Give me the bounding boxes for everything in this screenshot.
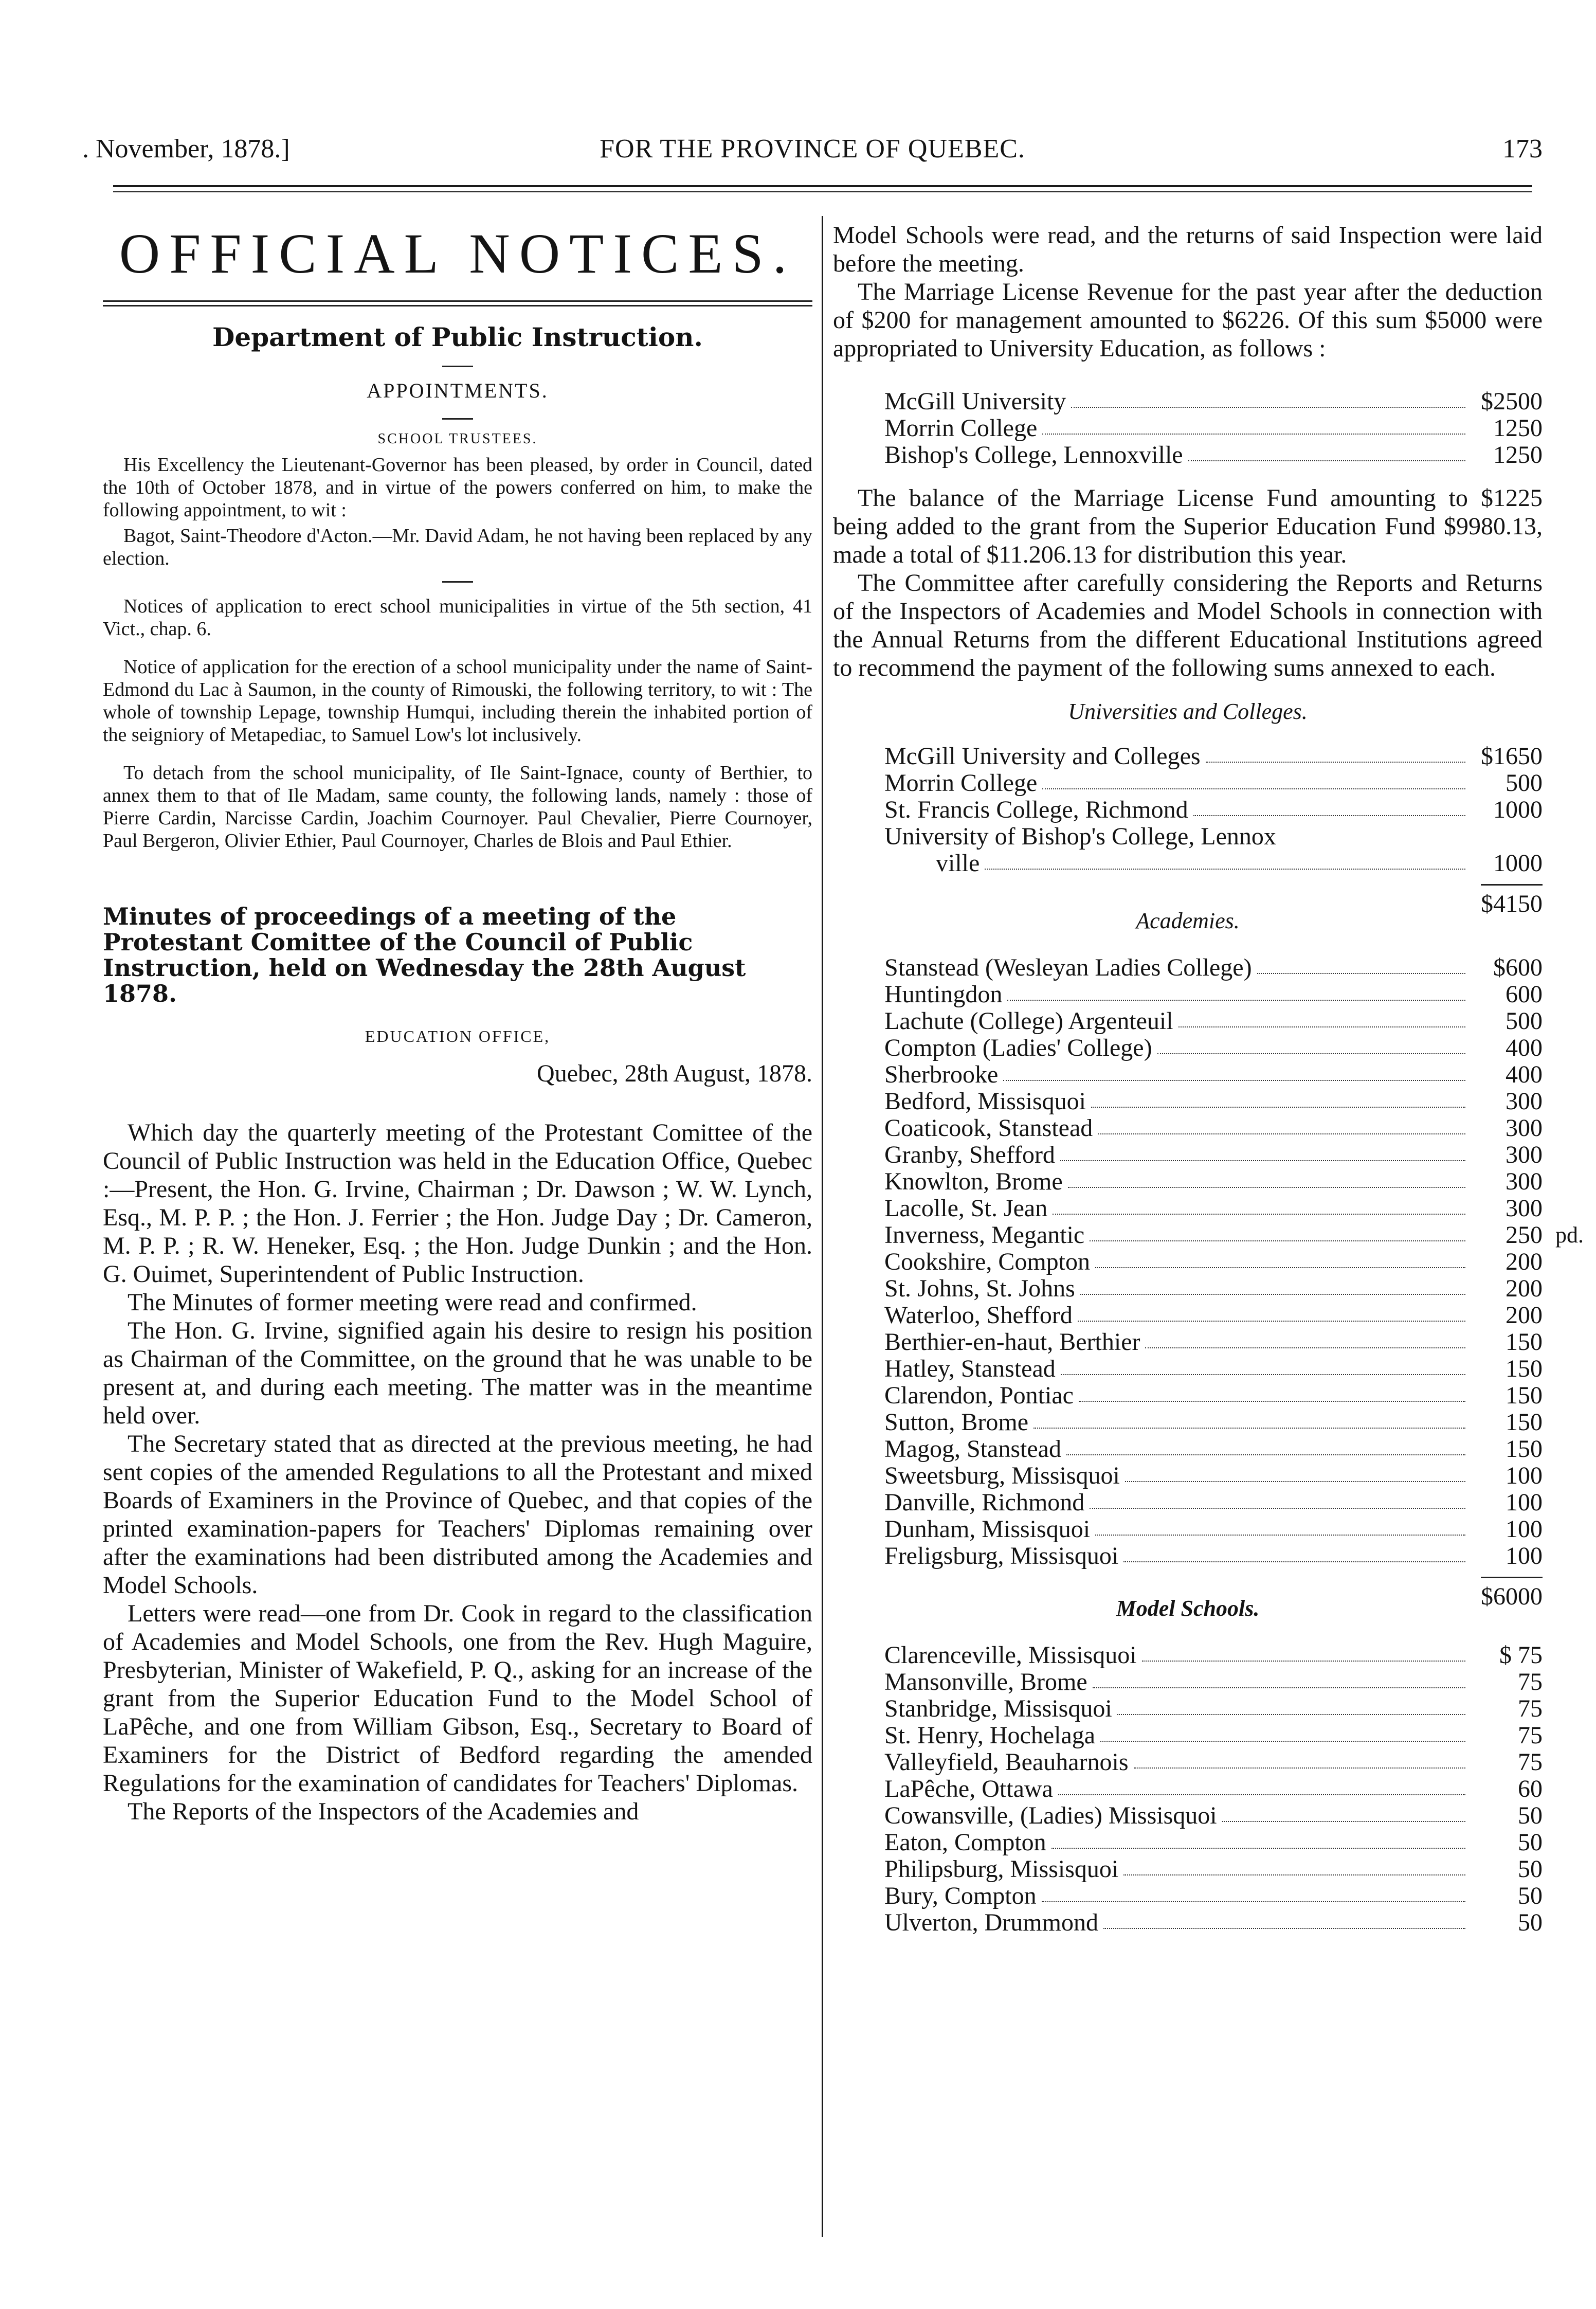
minutes-heading: Minutes of proceedings of a meeting of the Protestant Comittee of the Council of Public Instruction, held on Wednesday the 28th August 1878. (103, 903, 746, 1007)
left-column (103, 216, 812, 1826)
list-item: McGill University and Colleges $1650 (884, 743, 1543, 770)
education-office: EDUCATION OFFICE, (365, 1027, 551, 1045)
universities-heading: Universities and Colleges. (1068, 699, 1308, 724)
list-item: Morrin College 500 (884, 769, 1543, 797)
list-item: St. Johns, St. Johns 200 (884, 1275, 1543, 1302)
list-item: Valleyfield, Beauharnois 75 (884, 1748, 1543, 1776)
list-item: Eaton, Compton 50 (884, 1829, 1543, 1856)
department-heading: Department of Public Instruction. (212, 322, 703, 352)
minutes-paragraph: The Marriage License Revenue for the past year after the deduction of $200 for management amounted to $6226. Of this sum $5000 were appropriated to University Education, as follows : (833, 278, 1543, 362)
dept-dash (442, 366, 473, 367)
list-item: Coaticook, Stanstead 300 (884, 1114, 1543, 1142)
list-item: ville 1000 (936, 850, 1543, 877)
list-item: Dunham, Missisquoi 100 (884, 1516, 1543, 1543)
header-rule-bottom (113, 191, 1532, 192)
list-item: Bury, Compton 50 (884, 1882, 1543, 1909)
minutes-paragraph: The Hon. G. Irvine, signified again his desire to resign his position as Chairman of the Committee, on the ground that he was unable to be present at, and during each meeting. The matter was in the meantime held over. (103, 1317, 812, 1429)
minutes-paragraph: Model Schools were read, and the returns of said Inspection were laid before the meeting. (833, 222, 1543, 277)
colleges-total: $4150 (1481, 890, 1543, 917)
list-item: Danville, Richmond 100 (884, 1489, 1543, 1516)
header-date: . November, 1878.] (82, 134, 290, 164)
header-rule-top (113, 185, 1532, 187)
colleges-total-rule (1481, 884, 1543, 886)
notice-paragraph: To detach from the school municipality, of Ile Saint-Ignace, county of Berthier, to annex them to that of Ile Madam, same county, the following lands, namely : those of Pierre Cardin, Narcisse Cardin, Joachim Cournoyer. Paul Chevalier, Pierre Cournoyer, Paul Bergeron, Olivier Ethier, Paul Cournoyer, Charles de Blois and Paul Ethier. (103, 762, 812, 852)
list-item: Waterloo, Shefford 200 (884, 1302, 1543, 1329)
list-item: Huntingdon 600 (884, 981, 1543, 1008)
appointments-heading: APPOINTMENTS. (367, 379, 549, 402)
notice-paragraph: His Excellency the Lieutenant-Governor has been pleased, by order in Council, dated the 10th of October 1878, and in virtue of the powers conferred on him, to make the following appointment, to wit : (103, 454, 812, 521)
list-item: Ulverton, Drummond 50 (884, 1909, 1543, 1936)
list-item: Clarendon, Pontiac 150 (884, 1382, 1543, 1409)
list-item: Mansonville, Brome 75 (884, 1668, 1543, 1695)
academies-heading: Academies. (1136, 908, 1240, 933)
list-item: LaPêche, Ottawa 60 (884, 1775, 1543, 1802)
minutes-paragraph: Letters were read—one from Dr. Cook in regard to the classification of Academies and Model Schools, one from the Rev. Hugh Maguire, Presbyterian, Minister of Wakefield, P. Q., asking for an increase of the grant from the Superior Education Fund to the Model School of LaPêche, and one from William Gibson, Esq., Secretary to Board of Examiners for the District of Bedford regarding the amended Regulations for the examination of candidates for Teachers' Diplomas. (103, 1600, 812, 1797)
list-item: Morrin College 1250 (884, 414, 1543, 442)
notice-paragraph: Notices of application to erect school municipalities in virtue of the 5th section, 41 Vict., chap. 6. (103, 596, 812, 640)
list-item: Compton (Ladies' College) 400 (884, 1034, 1543, 1061)
list-item: Hatley, Stanstead 150 (884, 1355, 1543, 1382)
title-double-rule (103, 300, 812, 306)
list-item: Stanbridge, Missisquoi 75 (884, 1695, 1543, 1722)
list-item: Clarenceville, Missisquoi $ 75 (884, 1641, 1543, 1669)
academies-total: $6000 (1481, 1583, 1543, 1610)
university-appropriation-list (884, 388, 1543, 468)
notice-paragraph: Bagot, Saint-Theodore d'Acton.—Mr. David Adam, he not having been replaced by any election. (103, 525, 812, 569)
appointments-dash (442, 418, 473, 420)
list-item: Philipsburg, Missisquoi 50 (884, 1855, 1543, 1883)
minutes-paragraph: The Committee after carefully considering the Reports and Returns of the Inspectors of Academies and Model Schools in connection with the Annual Returns from the different Educational Institutions agreed to recommend the payment of the following sums annexed to each. (833, 569, 1543, 681)
list-item: Cowansville, (Ladies) Missisquoi 50 (884, 1802, 1543, 1829)
list-item: Freligsburg, Missisquoi 100 (884, 1542, 1543, 1570)
minutes-paragraph: The Reports of the Inspectors of the Academies and (128, 1798, 639, 1825)
school-trustees-heading: SCHOOL TRUSTEES. (377, 431, 538, 447)
list-item: Cookshire, Compton 200 (884, 1248, 1543, 1275)
list-item: Sutton, Brome 150 (884, 1409, 1543, 1436)
list-item: Berthier-en-haut, Berthier 150 (884, 1328, 1543, 1356)
section-dash (442, 581, 473, 583)
list-item: University of Bishop's College, Lennox (884, 823, 1276, 850)
list-item: St. Francis College, Richmond 1000 (884, 796, 1543, 823)
model-schools-list (884, 1642, 1543, 1936)
list-item: Stanstead (Wesleyan Ladies College) $600 (884, 954, 1543, 981)
model-schools-heading: Model Schools. (1116, 1596, 1260, 1621)
right-column (833, 221, 1584, 1936)
list-item: Granby, Shefford 300 (884, 1141, 1543, 1168)
list-item: Bedford, Missisquoi 300 (884, 1088, 1543, 1115)
colleges-list (884, 743, 1543, 877)
list-item: Lacolle, St. Jean 300 (884, 1195, 1543, 1222)
list-item: Sherbrooke 400 (884, 1061, 1543, 1088)
academies-total-rule (1481, 1577, 1543, 1578)
list-item: McGill University $2500 (884, 388, 1543, 415)
dateline: Quebec, 28th August, 1878. (537, 1060, 812, 1087)
paid-note: pd. (1555, 1222, 1584, 1248)
list-item: St. Henry, Hochelaga 75 (884, 1722, 1543, 1749)
list-item: Inverness, Megantic 250 pd. (884, 1221, 1584, 1249)
page-number: 173 (1502, 134, 1543, 164)
minutes-paragraph: Which day the quarterly meeting of the Protestant Comittee of the Council of Public Instruction was held in the Education Office, Quebec :—Present, the Hon. G. Irvine, Chairman ; Dr. Dawson ; W. W. Lynch, Esq., M. P. P. ; the Hon. J. Ferrier ; the Hon. Judge Day ; Dr. Cameron, M. P. P. ; R. W. Heneker, Esq. ; the Hon. Judge Dunkin ; and the Hon. G. Ouimet, Superintendent of Public Instruction. (103, 1119, 812, 1288)
minutes-paragraph: The Secretary stated that as directed at the previous meeting, he had sent copies of the amended Regulations to all the Protestant and mixed Boards of Examiners in the Province of Quebec, and that copies of the printed examination-papers for Teachers' Diplomas remaining over after the examinations had been distributed among the Academies and Model Schools. (103, 1430, 812, 1599)
minutes-paragraph: The balance of the Marriage License Fund amounting to $1225 being added to the grant from the Superior Education Fund $9980.13, made a total of $11.206.13 for distribution this year. (833, 484, 1543, 568)
list-item: Bishop's College, Lennoxville 1250 (884, 441, 1543, 468)
minutes-paragraph: The Minutes of former meeting were read and confirmed. (128, 1289, 697, 1316)
official-notices-title: OFFICIAL NOTICES. (119, 222, 796, 285)
header-title: FOR THE PROVINCE OF QUEBEC. (600, 134, 1025, 164)
list-item: Lachute (College) Argenteuil 500 (884, 1007, 1543, 1035)
academies-list (884, 954, 1584, 1570)
running-header (82, 134, 1543, 170)
notice-paragraph: Notice of application for the erection of a school municipality under the name of Saint-Edmond du Lac à Saumon, in the county of Rimouski, the following territory, to wit : The whole of township Lepage, township Humqui, including therein the inhabited portion of the seigniory of Metapediac, to Samuel Low's lot inclusively. (103, 656, 812, 746)
list-item: Magog, Stanstead 150 (884, 1435, 1543, 1463)
list-item: Sweetsburg, Missisquoi 100 (884, 1462, 1543, 1489)
column-divider (822, 216, 823, 2237)
list-item: Knowlton, Brome 300 (884, 1168, 1543, 1195)
